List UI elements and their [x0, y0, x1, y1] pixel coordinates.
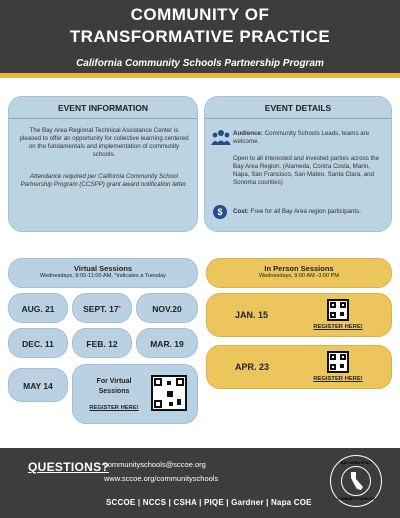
page-title-line2: TRANSFORMATIVE PRACTICE: [69, 27, 331, 46]
contact-email[interactable]: communityschools@sccoe.org: [104, 460, 206, 469]
cost-value: Free for all Bay Area region participants.: [250, 208, 361, 215]
event-information-panel: [8, 96, 198, 232]
tuesday-marker: *: [118, 306, 121, 312]
in-person-date: JAN. 15: [235, 310, 269, 320]
contact-website[interactable]: www.sccoe.org/communityschools: [104, 474, 219, 483]
event-information-heading: EVENT INFORMATION: [9, 97, 197, 119]
virtual-time-text: Wednesdays, 9:00-11:00 AM,: [39, 273, 113, 279]
virtual-date: MAY 14: [8, 368, 68, 402]
open-text: Open to all interested and invested parties across the Bay Area Region. (Alameda, Contra Costa, Marin, Napa, San Francisco, San Mateo, Santa Clara, and Sonoma counties): [233, 155, 380, 186]
rtac-seal-logo: [330, 455, 382, 507]
cost-label: Cost:: [233, 208, 249, 215]
in-person-session: [206, 345, 392, 389]
in-person-session: [206, 293, 392, 337]
gold-divider: [0, 73, 400, 78]
in-person-header: [206, 258, 392, 288]
virtual-date: MAR. 19: [136, 328, 198, 358]
event-information-note: Attendance required per California Community School Partnership Program (CCSPP) grant award notification letter.: [20, 173, 188, 188]
qr-code-icon[interactable]: [327, 299, 349, 321]
cost-text: [233, 208, 389, 216]
people-icon: [211, 129, 231, 147]
virtual-register-title: [79, 377, 149, 397]
virtual-sessions-time: [9, 273, 197, 279]
event-details-panel: [204, 96, 392, 232]
virtual-date: DEC. 11: [8, 328, 68, 358]
seal-top-text: BAY AREA RTAC: [340, 461, 372, 465]
virtual-register-link[interactable]: REGISTER HERE!: [89, 405, 139, 411]
qr-code-icon[interactable]: [151, 375, 187, 411]
page-title-line1: COMMUNITY OF: [130, 5, 270, 24]
partner-orgs: SCCOE | NCCS | CSHA | PIQE | Gardner | Napa COE: [106, 498, 312, 507]
seal-bottom-text: COMMUNITY SCHOOLS: [336, 497, 376, 501]
virtual-note: *indicates a Tuesday: [114, 273, 167, 279]
in-person-register-link[interactable]: REGISTER HERE!: [313, 376, 363, 382]
subtitle-bar: California Community Schools Partnership Program: [0, 55, 400, 77]
in-person-time: Wednesdays, 9:00 AM -3:00 PM: [258, 273, 340, 279]
event-details-heading: EVENT DETAILS: [205, 97, 391, 119]
qr-code-icon[interactable]: [327, 351, 349, 373]
virtual-sessions-header: [8, 258, 198, 288]
in-person-title: In Person Sessions: [264, 264, 334, 273]
audience-text: [233, 130, 387, 146]
in-person-date: APR. 23: [235, 362, 270, 372]
virtual-date: FEB. 12: [72, 328, 132, 358]
audience-label: Audience:: [233, 130, 263, 137]
event-information-body: The Bay Area Regional Technical Assistance Center is pleased to offer an opportunity for collective learning centered on the fundamentals and implementation of community schools.: [19, 127, 189, 158]
seal-ring: [341, 466, 371, 496]
virtual-date-text: SEPT. 17: [83, 304, 119, 314]
california-icon: [342, 467, 370, 495]
virtual-sessions-title: Virtual Sessions: [73, 264, 133, 273]
virtual-register-title-1: For Virtual: [96, 378, 132, 385]
virtual-register-title-2: Sessions: [98, 388, 130, 395]
in-person-register-link[interactable]: REGISTER HERE!: [313, 324, 363, 330]
virtual-date: NOV.20: [136, 293, 198, 323]
virtual-date: [72, 293, 132, 323]
audience-value: Community Schools Leads, teams are welcome.: [233, 130, 370, 145]
virtual-date: AUG. 21: [8, 293, 68, 323]
dollar-icon: $: [213, 205, 227, 219]
questions-heading: QUESTIONS?: [28, 460, 110, 474]
virtual-register-block: [72, 364, 198, 424]
header-banner: [0, 0, 400, 55]
